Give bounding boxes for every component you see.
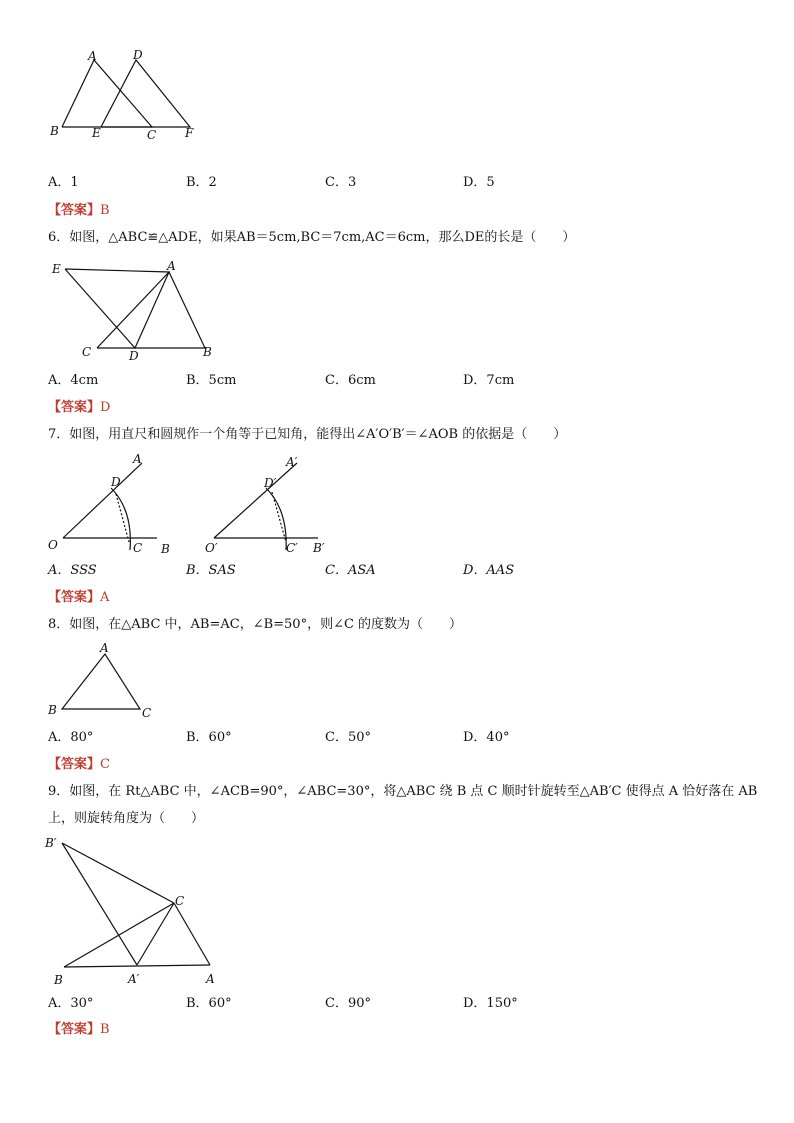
q7-label-a: A [133, 452, 142, 466]
q5-label-f: F [185, 126, 194, 140]
q7-label-c2: C′ [286, 541, 298, 555]
q6-answer-value: D [100, 400, 111, 415]
q9-label-a: A [206, 972, 215, 986]
q6-option-d: D．7cm [463, 373, 515, 388]
q7-label-a2: A′ [286, 455, 298, 469]
q9-stem-line1: 9．如图，在 Rt△ABC 中，∠ACB=90°，∠ABC=30°，将△ABC 绕 B 点 C 顺时针旋转至△AB′C 使得点 A 恰好落在 AB [48, 784, 758, 799]
q7-figure-left [45, 450, 185, 560]
q6-label-e: E [52, 262, 61, 276]
q7-label-c: C [133, 541, 143, 555]
q6-answer-label: 【答案】 [48, 400, 101, 415]
q5-label-d: D [133, 48, 143, 62]
q7-stem: 7．如图，用直尺和圆规作一个角等于已知角，能得出∠A′O′B′＝∠AOB 的依据是（ ） [48, 427, 567, 442]
q7-label-b: B [161, 542, 170, 556]
q6-label-c: C [82, 345, 92, 359]
q9-label-b: B [54, 973, 63, 987]
q9-label-c: C [175, 894, 185, 908]
q9-label-a2: A′ [128, 972, 140, 986]
q8-option-a: A．80° [48, 730, 94, 745]
q6-label-d: D [129, 349, 139, 363]
q9-option-a: A．30° [48, 996, 94, 1011]
q9-label-b2: B′ [45, 836, 57, 850]
q8-label-b: B [48, 703, 57, 717]
q5-triangle-def [101, 60, 190, 127]
q9-stem-line2: 上，则旋转角度为（ ） [48, 811, 205, 826]
q5-label-e: E [92, 126, 101, 140]
q5-label-c: C [147, 128, 157, 142]
q7-label-d2: D′ [264, 476, 277, 490]
q9-seg-ca [174, 903, 210, 965]
q7-answer-value: A [100, 590, 110, 605]
q7-option-c: C．ASA [325, 563, 376, 578]
q8-answer-value: C [100, 757, 110, 772]
q6-answer [48, 399, 110, 417]
q9-seg-b2c [62, 843, 174, 903]
q5-option-b: B．2 [186, 175, 217, 190]
q8-triangle [62, 654, 140, 709]
q8-stem: 8．如图，在△ABC 中，AB=AC，∠B=50°，则∠C 的度数为（ ） [48, 617, 463, 632]
q5-answer-label: 【答案】 [48, 203, 101, 218]
q7-option-b: B．SAS [186, 563, 236, 578]
q5-label-b: B [50, 124, 59, 138]
q8-option-d: D．40° [463, 730, 510, 745]
q6-option-b: B．5cm [186, 373, 237, 388]
q7-dashed-d2c2 [272, 492, 286, 542]
q7-label-b2: B′ [313, 541, 325, 555]
q7-label-d: D [111, 475, 121, 489]
q8-label-c: C [142, 706, 152, 720]
q9-figure [40, 835, 230, 990]
q6-figure [45, 255, 225, 365]
q6-label-a: A [167, 259, 176, 273]
q8-option-c: C．50° [325, 730, 371, 745]
q8-figure [45, 640, 165, 725]
q6-option-c: C．6cm [325, 373, 376, 388]
q7-answer [48, 589, 109, 607]
q6-triangle-ade [65, 269, 169, 348]
q5-option-c: C．3 [325, 175, 357, 190]
q9-option-c: C．90° [325, 996, 371, 1011]
q8-answer [48, 756, 110, 774]
q7-label-o: O [48, 538, 58, 552]
q6-option-a: A．4cm [48, 373, 99, 388]
q5-option-a: A．1 [48, 175, 79, 190]
q8-option-b: B．60° [186, 730, 232, 745]
q9-option-d: D．150° [463, 996, 518, 1011]
q7-figure-right [200, 450, 340, 560]
q9-seg-bc [64, 903, 174, 967]
q7-option-d: D．AAS [463, 563, 515, 578]
q7-answer-label: 【答案】 [48, 590, 101, 605]
q5-figure [45, 45, 205, 145]
q6-triangle-abc [97, 272, 205, 348]
q9-answer-label: 【答案】 [48, 1022, 101, 1037]
q5-answer-value: B [100, 203, 110, 218]
q5-option-d: D．5 [463, 175, 495, 190]
q9-answer [48, 1021, 110, 1039]
q5-label-a: A [88, 49, 97, 63]
q6-stem: 6．如图，△ABC≌△ADE，如果AB＝5cm,BC＝7cm,AC＝6cm，那么DE的长是（ ） [48, 230, 576, 245]
q8-label-a: A [100, 641, 109, 655]
q5-triangle-abc [62, 60, 152, 127]
q9-seg-ba [64, 965, 210, 967]
q7-arc-right [266, 488, 286, 550]
q8-answer-label: 【答案】 [48, 757, 101, 772]
q5-answer [48, 202, 110, 220]
q7-dashed-dc [116, 494, 129, 542]
q7-arc-left [111, 488, 130, 550]
q7-label-o2: O′ [205, 541, 218, 555]
q9-answer-value: B [100, 1022, 110, 1037]
q9-option-b: B．60° [186, 996, 232, 1011]
q7-ray-oa [63, 463, 142, 538]
q7-option-a: A．SSS [48, 563, 97, 578]
q6-label-b: B [203, 345, 212, 359]
q9-seg-ca2 [137, 903, 174, 965]
